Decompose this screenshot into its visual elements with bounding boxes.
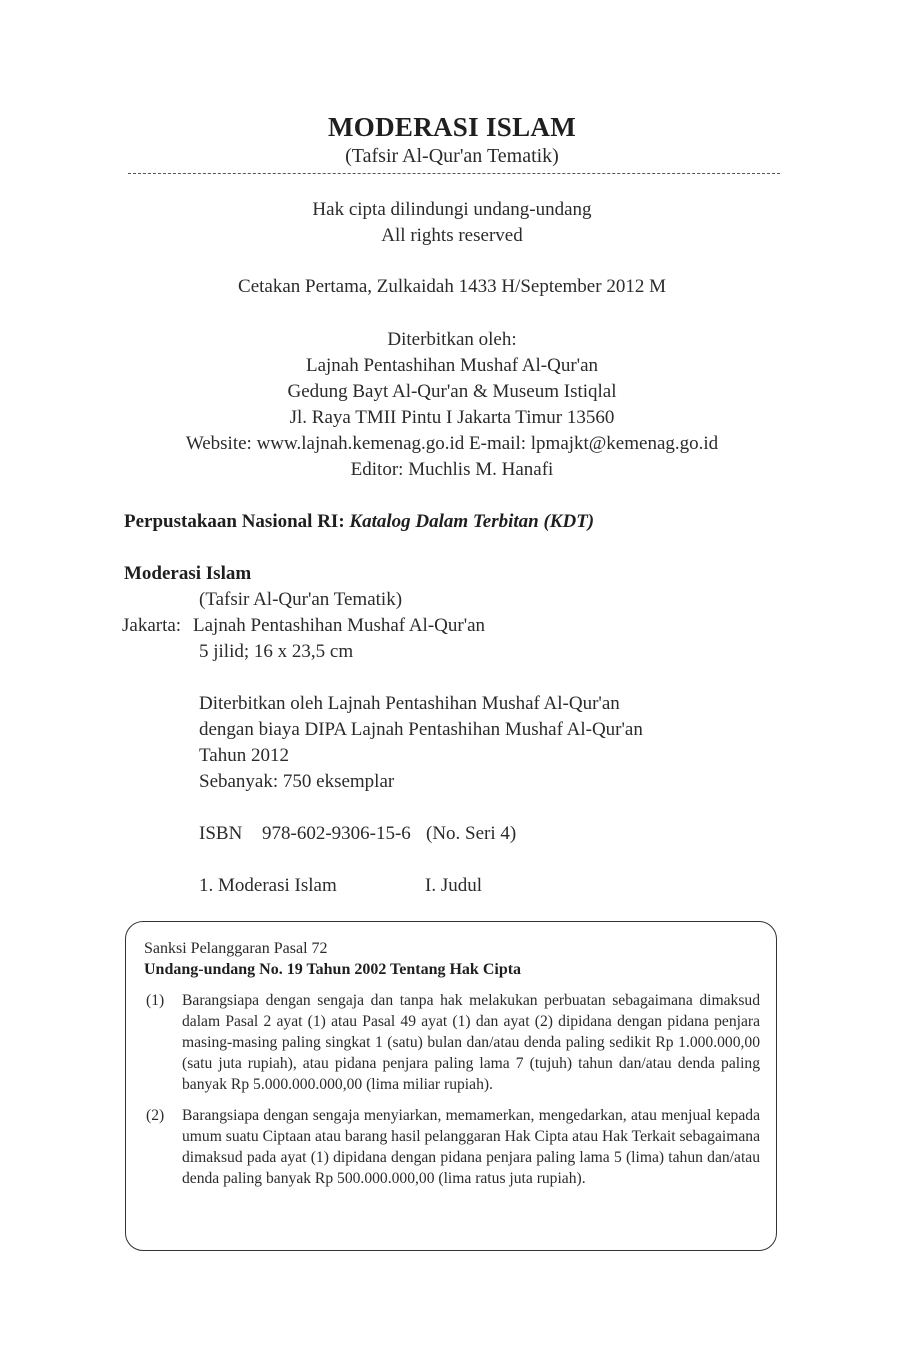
sanction-item-text: Barangsiapa dengan sengaja menyiarkan, memamerkan, mengedarkan, atau menjual kepada umum suatu Ciptaan atau barang hasil pelanggaran Hak Cipta atau Hak Terkait sebagaimana dimaksud pada ayat (1) dipidana dengan pidana penjara paling lama 5 (lima) tahun dan/atau denda paling banyak Rp 500.000.000,00 (lima ratus juta rupiah). (182, 1107, 760, 1187)
isbn-number: 978-602-9306-15-6 (262, 823, 411, 844)
sanction-item (144, 1105, 760, 1189)
dashed-divider (128, 173, 780, 174)
publisher-building: Gedung Bayt Al-Qur'an & Museum Istiqlal (287, 381, 617, 402)
kdt-book-subtitle: (Tafsir Al-Qur'an Tematik) (199, 589, 403, 610)
kdt-note: Diterbitkan oleh Lajnah Pentashihan Mushaf Al-Qur'an (199, 693, 620, 714)
publisher-contact: Website: www.lajnah.kemenag.go.id E-mail: lpmajkt@kemenag.go.id (185, 433, 719, 454)
kdt-subject: 1. Moderasi Islam (199, 875, 337, 896)
copyright-line-en: All rights reserved (381, 225, 523, 246)
publisher-block (0, 327, 904, 483)
kdt-note: Tahun 2012 (199, 745, 289, 766)
kdt-book-title: Moderasi Islam (124, 563, 252, 584)
kdt-notes (199, 691, 643, 795)
edition-line: Cetakan Pertama, Zulkaidah 1433 H/September 2012 M (238, 276, 666, 297)
sanctions-heading: Sanksi Pelanggaran Pasal 72 (144, 940, 328, 957)
isbn-label: ISBN (199, 823, 243, 844)
kdt-note: dengan biaya DIPA Lajnah Pentashihan Mushaf Al-Qur'an (199, 719, 643, 740)
sanction-item-number: (1) (146, 992, 165, 1009)
kdt-publisher: Lajnah Pentashihan Mushaf Al-Qur'an (193, 615, 486, 636)
sanctions-law: Undang-undang No. 19 Tahun 2002 Tentang Hak Cipta (144, 961, 522, 978)
kdt-title-entry: I. Judul (425, 875, 482, 896)
sanction-item (144, 990, 760, 1095)
book-title: MODERASI ISLAM (328, 112, 576, 142)
sanctions-box (125, 921, 777, 1251)
book-subtitle: (Tafsir Al-Qur'an Tematik) (345, 145, 559, 167)
sanction-item-number: (2) (146, 1107, 165, 1124)
publisher-address: Jl. Raya TMII Pintu I Jakarta Timur 13560 (289, 407, 615, 428)
copyright-notice (0, 197, 904, 249)
kdt-volumes: 5 jilid; 16 x 23,5 cm (199, 641, 354, 662)
kdt-heading-plain: Perpustakaan Nasional RI: (124, 511, 345, 532)
publisher-label: Diterbitkan oleh: (387, 329, 517, 350)
kdt-city-label: Jakarta: (122, 615, 182, 636)
kdt-note: Sebanyak: 750 eksemplar (199, 771, 395, 792)
isbn-series: (No. Seri 4) (426, 823, 517, 844)
kdt-heading-italic: Katalog Dalam Terbitan (KDT) (349, 511, 595, 532)
editor-line: Editor: Muchlis M. Hanafi (350, 459, 554, 480)
copyright-line-id: Hak cipta dilindungi undang-undang (312, 199, 592, 220)
kdt-heading (124, 509, 594, 535)
publisher-name: Lajnah Pentashihan Mushaf Al-Qur'an (305, 355, 599, 376)
sanction-item-text: Barangsiapa dengan sengaja dan tanpa hak melakukan perbuatan sebagaimana dimaksud dalam Pasal 2 ayat (1) atau Pasal 49 ayat (1) dan ayat (2) dipidana dengan pidana penjara masing-masing paling singkat 1 (satu) bulan dan/atau denda paling sedikit Rp 1.000.000,00 (satu juta rupiah), atau pidana penjara paling lama 7 (tujuh) tahun dan/atau denda paling banyak Rp 5.000.000.000,00 (lima miliar rupiah). (182, 992, 760, 1093)
